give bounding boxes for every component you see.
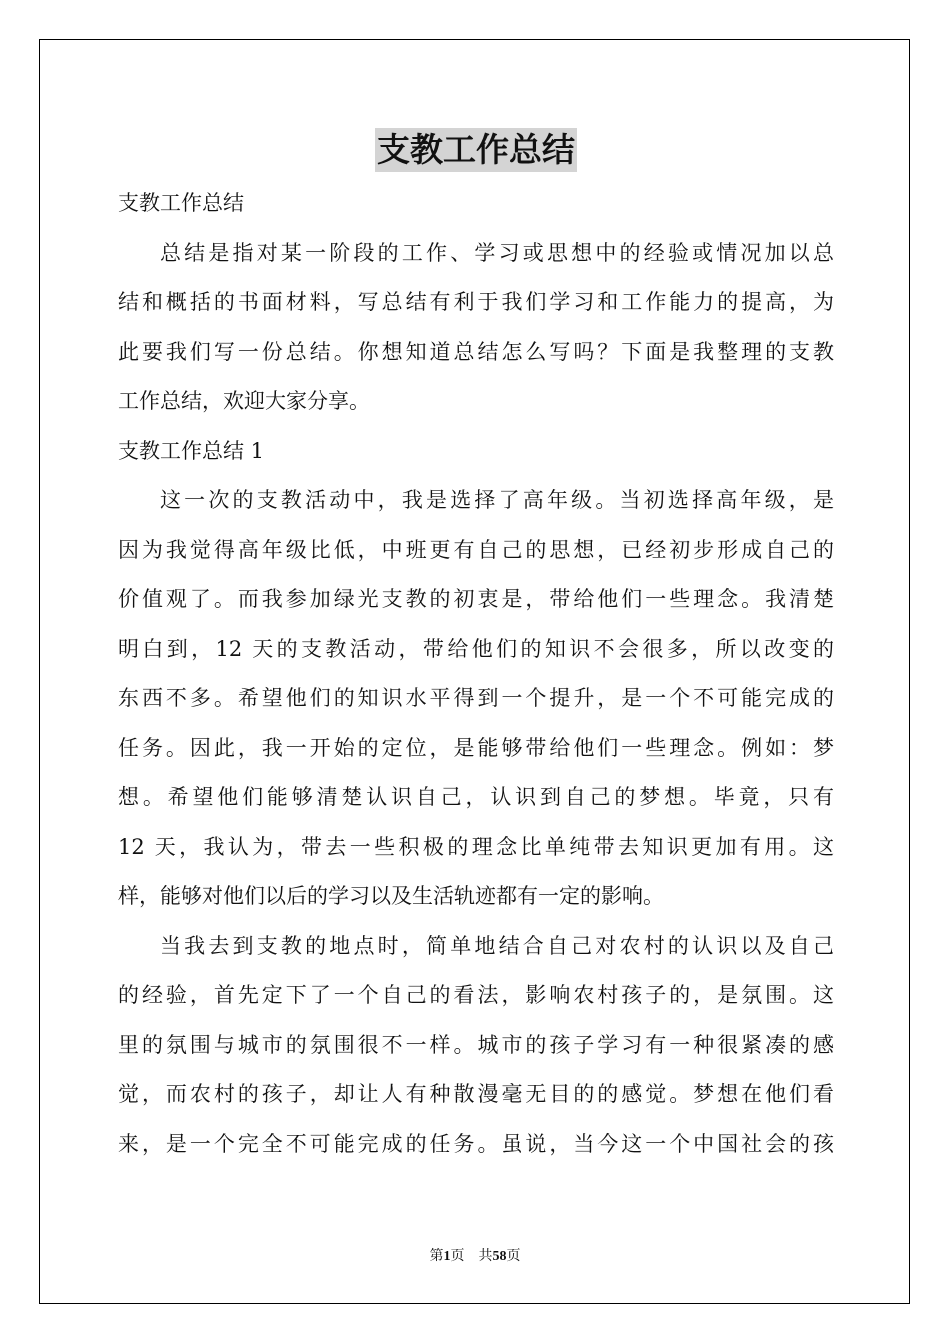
footer-page-number: 1 (443, 1249, 451, 1264)
text-line: 当我去到支教的地点时，简单地结合自己对农村的认识以及自己 (160, 933, 834, 958)
text-line: 结和概括的书面材料，写总结有利于我们学习和工作能力的提高，为 (118, 290, 834, 314)
text-line: 总结是指对某一阶段的工作、学习或思想中的经验或情况加以总 (160, 240, 834, 265)
text-line: 东西不多。希望他们的知识水平得到一个提升，是一个不可能完成的 (118, 686, 834, 710)
document-title: 支教工作总结 (375, 128, 577, 172)
text-line: 此要我们写一份总结。你想知道总结怎么写吗？下面是我整理的支教 (118, 339, 834, 364)
text-line: 12 天，我认为，带去一些积极的理念比单纯带去知识更加有用。这 (118, 834, 834, 859)
page-footer (0, 1245, 950, 1265)
footer-page-unit: 页 (450, 1249, 465, 1264)
text-line: 工作总结，欢迎大家分享。 (118, 389, 370, 413)
footer-total-pages: 58 (492, 1249, 507, 1264)
text-line: 这一次的支教活动中，我是选择了高年级。当初选择高年级，是 (160, 488, 834, 512)
text-line: 来，是一个完全不可能完成的任务。虽说，当今这一个中国社会的孩 (118, 1131, 834, 1156)
title-wrap (118, 125, 834, 175)
footer-total-prefix: 共 (478, 1249, 493, 1264)
text-line: 明白到，12 天的支教活动，带给他们的知识不会很多，所以改变的 (118, 636, 834, 661)
text-line: 任务。因此，我一开始的定位，是能够带给他们一些理念。例如：梦 (118, 735, 834, 760)
text-line: 因为我觉得高年级比低，中班更有自己的思想，已经初步形成自己的 (118, 537, 834, 562)
text-line: 支教工作总结 (118, 191, 244, 215)
text-line: 里的氛围与城市的氛围很不一样。城市的孩子学习有一种很紧凑的感 (118, 1032, 834, 1057)
footer-prefix: 第 (429, 1249, 444, 1264)
text-line: 价值观了。而我参加绿光支教的初衷是，带给他们一些理念。我清楚 (118, 587, 834, 611)
text-line: 觉，而农村的孩子，却让人有种散漫毫无目的的感觉。梦想在他们看 (118, 1082, 834, 1106)
text-line: 的经验，首先定下了一个自己的看法，影响农村孩子的，是氛围。这 (118, 983, 834, 1007)
paragraph-lines (118, 179, 834, 1169)
text-line: 支教工作总结 1 (118, 438, 265, 463)
text-line: 样，能够对他们以后的学习以及生活轨迹都有一定的影响。 (118, 884, 664, 908)
document-body (118, 125, 834, 1169)
text-line: 想。希望他们能够清楚认识自己，认识到自己的梦想。毕竟，只有 (118, 785, 834, 809)
footer-total-unit: 页 (506, 1249, 521, 1264)
